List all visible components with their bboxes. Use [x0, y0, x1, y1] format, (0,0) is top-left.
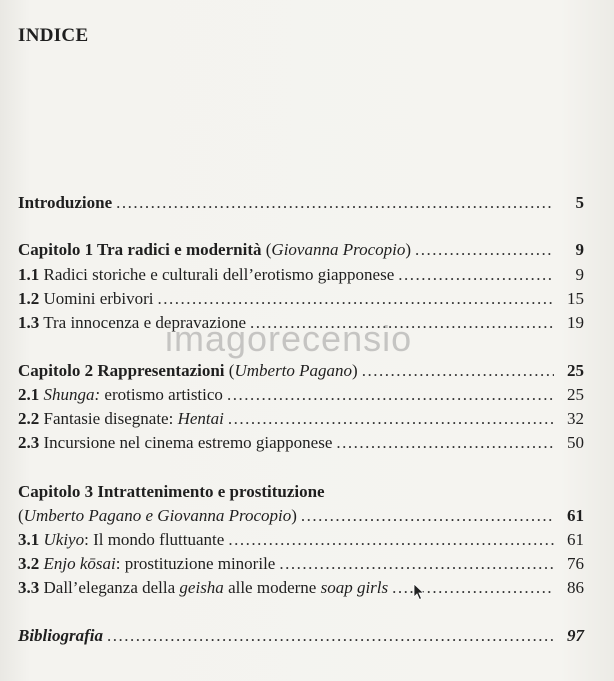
toc-title [18, 530, 224, 550]
toc-page: 9 [575, 240, 584, 259]
leader-dots [415, 240, 554, 260]
chapter-author: Giovanna Procopio [271, 240, 406, 259]
chapter-title: Capitolo 1 Tra radici e modernità [18, 240, 262, 259]
section-title: alle moderne [228, 578, 317, 597]
toc-title: Introduzione [18, 193, 113, 212]
index-heading: INDICE [18, 25, 89, 46]
section-number: 1.1 [18, 265, 40, 284]
leader-dots [362, 361, 554, 381]
toc-page: 61 [567, 530, 584, 549]
section-number: 3.3 [18, 578, 40, 597]
toc-title [18, 265, 394, 285]
toc-title: Capitolo 2 Rappresentazioni (Umberto Pagano) [18, 361, 358, 380]
leader-dots [279, 554, 554, 574]
section-number: 2.3 [18, 433, 40, 452]
toc-title [18, 385, 223, 405]
toc-entry-chapter-3 [18, 506, 584, 528]
section-title: Radici storiche e culturali dell’erotismo giapponese [43, 265, 395, 284]
toc-title [18, 409, 224, 429]
toc-page: 15 [567, 289, 584, 308]
section-number: 3.1 [18, 530, 40, 549]
section-title: Tra innocenza e depravazione [43, 313, 247, 332]
section-title: : Il mondo fluttuante [84, 530, 225, 549]
toc-entry-introduzione [18, 193, 584, 215]
leader-dots [227, 385, 554, 405]
leader-dots [158, 289, 554, 309]
section-number: 2.1 [18, 385, 40, 404]
section-title: erotismo artistico [104, 385, 223, 404]
chapter-author: Umberto Pagano e Giovanna Procopio [23, 506, 292, 525]
chapter-3-title: Capitolo 3 Intrattenimento e prostituzione [18, 482, 325, 501]
toc-page: 25 [567, 385, 584, 404]
toc-title [18, 289, 154, 309]
leader-dots [107, 626, 554, 646]
leader-dots [336, 433, 554, 453]
watermark-text: imagorecensio [165, 318, 413, 359]
toc-title: (Umberto Pagano e Giovanna Procopio) [18, 506, 297, 525]
toc-page: 86 [567, 578, 584, 597]
leader-dots [398, 265, 554, 285]
toc-title [18, 554, 275, 574]
leader-dots [301, 506, 554, 526]
toc-entry-chapter-2 [18, 361, 584, 383]
section-title: : prostituzione minorile [115, 554, 276, 573]
toc-page: 97 [567, 626, 584, 645]
toc-entry-section-2-1 [18, 385, 584, 407]
section-title-italic: soap girls [320, 578, 389, 597]
toc-page: 61 [567, 506, 584, 525]
leader-dots [116, 193, 554, 213]
section-number: 2.2 [18, 409, 40, 428]
toc-title: Bibliografia [18, 626, 104, 645]
mouse-cursor-icon [413, 583, 425, 601]
section-number: 3.2 [18, 554, 40, 573]
toc-entry-chapter-1 [18, 240, 584, 262]
toc-page: 32 [567, 409, 584, 428]
toc-entry-bibliografia [18, 626, 584, 648]
chapter-author: Umberto Pagano [234, 361, 353, 380]
section-title: Uomini erbivori [43, 289, 154, 308]
toc-title [18, 578, 388, 598]
chapter-title: Capitolo 2 Rappresentazioni [18, 361, 225, 380]
section-title: Fantasie disegnate: [43, 409, 174, 428]
toc-entry-section-3-1 [18, 530, 584, 552]
leader-dots [228, 530, 554, 550]
toc-entry-section-1-1 [18, 265, 584, 287]
toc-title [18, 433, 332, 453]
toc-entry-section-1-2 [18, 289, 584, 311]
section-title-italic: Ukiyo [43, 530, 85, 549]
toc-page: 19 [567, 313, 584, 332]
toc-page: 25 [567, 361, 584, 380]
section-number: 1.3 [18, 313, 40, 332]
toc-entry-section-3-2 [18, 554, 584, 576]
toc-page: 9 [575, 265, 584, 284]
toc-entry-section-2-2 [18, 409, 584, 431]
toc-page: 5 [575, 193, 584, 212]
toc-entry-section-2-3 [18, 433, 584, 455]
toc-page: 76 [567, 554, 584, 573]
section-title-italic: Enjo kōsai [43, 554, 116, 573]
section-title-italic: geisha [179, 578, 224, 597]
toc-page: 50 [567, 433, 584, 452]
section-title-italic: Shunga: [43, 385, 101, 404]
section-title: Incursione nel cinema estremo giapponese [43, 433, 333, 452]
toc-entry-section-3-3 [18, 578, 584, 600]
section-title-italic: Hentai [177, 409, 224, 428]
leader-dots [228, 409, 554, 429]
section-title: Dall’eleganza della [43, 578, 176, 597]
section-number: 1.2 [18, 289, 40, 308]
toc-title: Capitolo 1 Tra radici e modernità (Giovanna Procopio) [18, 240, 412, 259]
